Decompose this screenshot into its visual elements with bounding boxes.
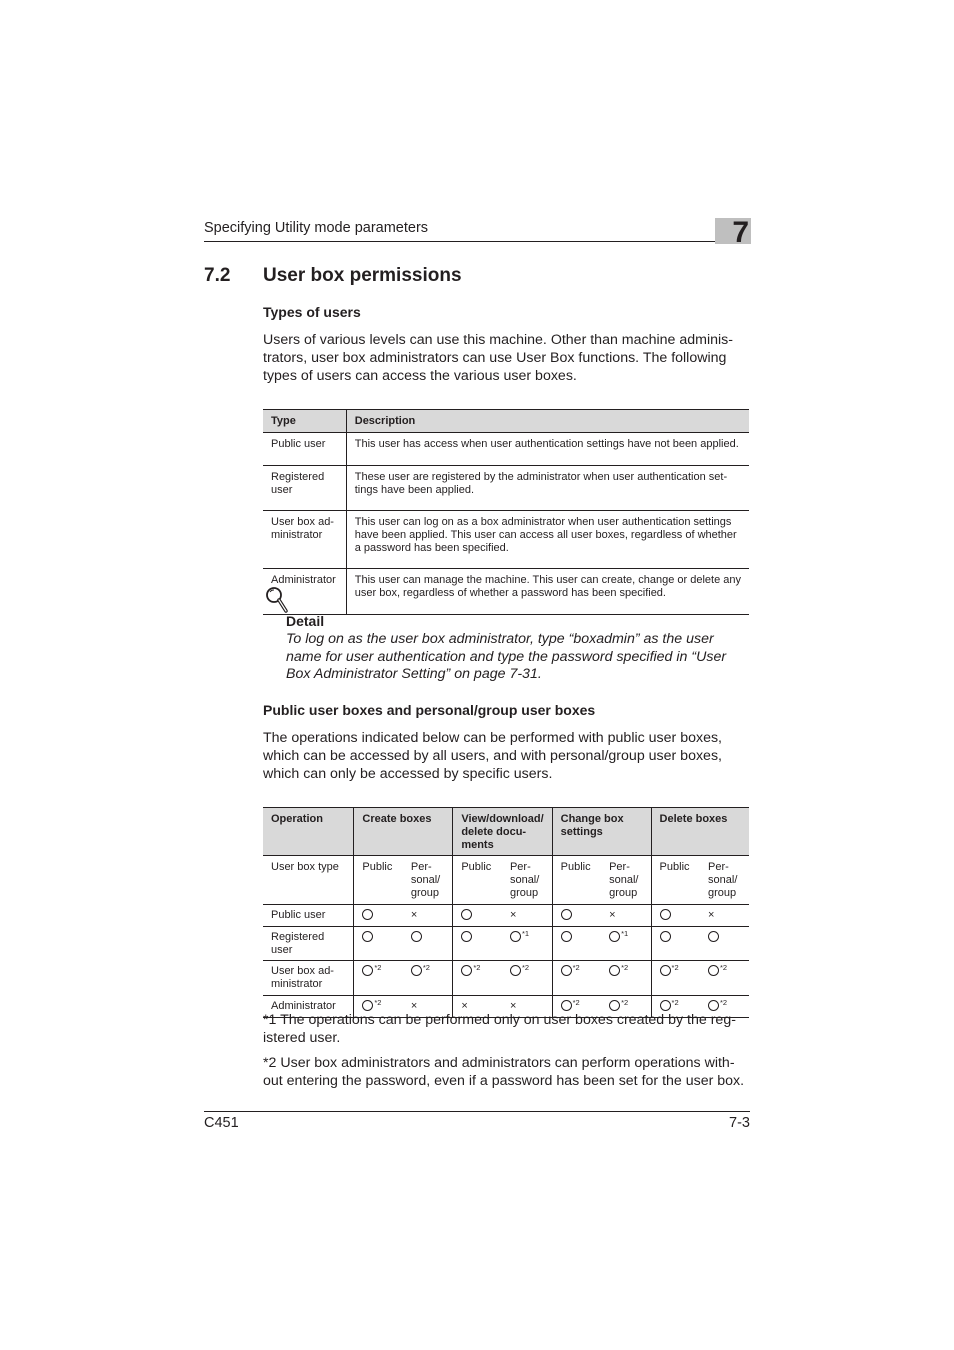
row-label: Public user bbox=[263, 905, 354, 927]
table-row bbox=[263, 961, 749, 996]
section-number: 7.2 bbox=[204, 265, 231, 286]
description-cell: These user are registered by the administrator when user authentication set- tings have been applied. bbox=[346, 466, 749, 511]
allowed-circle-icon bbox=[411, 931, 422, 942]
allowed-circle-icon bbox=[561, 909, 572, 920]
permission-cell bbox=[552, 905, 601, 927]
permission-cell bbox=[453, 961, 502, 996]
table-row bbox=[263, 856, 749, 905]
column-header-type: Type bbox=[263, 410, 346, 433]
row-label: User box type bbox=[263, 856, 354, 905]
footnote-ref: *2 bbox=[621, 998, 629, 1007]
types-intro-line: trators, user box administrators can use User Box functions. The following bbox=[263, 350, 727, 366]
footnote-ref: *2 bbox=[422, 963, 430, 972]
boxes-heading: Public user boxes and personal/group user boxes bbox=[263, 702, 596, 718]
permission-cell bbox=[354, 961, 403, 996]
types-intro-line: Users of various levels can use this machine. Other than machine adminis- bbox=[263, 332, 733, 348]
allowed-circle-icon bbox=[461, 909, 472, 920]
allowed-circle-icon bbox=[362, 931, 373, 942]
permission-cell bbox=[700, 927, 749, 961]
not-allowed-cross-icon: × bbox=[708, 909, 715, 921]
table-row bbox=[263, 433, 749, 466]
user-types-table bbox=[263, 409, 749, 615]
row-label: Administrator bbox=[263, 996, 354, 1018]
description-cell: This user can log on as a box administrator when user authentication settings have been applied. This user can access all user boxes, regardless of whether a password has been specified. bbox=[346, 511, 749, 569]
footnote-ref: *1 bbox=[521, 929, 530, 938]
footnote-ref: *2 bbox=[621, 963, 629, 972]
permissions-table bbox=[263, 807, 749, 1018]
not-allowed-cross-icon: × bbox=[509, 1000, 517, 1012]
footnote-ref: *2 bbox=[720, 998, 728, 1007]
types-heading: Types of users bbox=[263, 304, 361, 320]
permission-cell bbox=[651, 905, 700, 927]
table-row bbox=[263, 905, 749, 927]
footer-page-number: 7-3 bbox=[729, 1115, 750, 1131]
permission-cell bbox=[601, 927, 651, 961]
permission-cell bbox=[354, 905, 403, 927]
allowed-circle-icon bbox=[461, 931, 472, 942]
personal-label: Per- sonal/ group bbox=[403, 856, 453, 905]
column-header-operation: Operation bbox=[263, 808, 354, 856]
footer-model: C451 bbox=[204, 1115, 239, 1131]
allowed-circle-icon bbox=[660, 1000, 671, 1011]
permission-cell bbox=[552, 961, 601, 996]
permission-cell bbox=[502, 905, 552, 927]
boxes-intro bbox=[263, 729, 750, 783]
column-header-view: View/download/ delete docu- ments bbox=[453, 808, 552, 856]
permission-cell bbox=[403, 905, 453, 927]
type-cell: Registered user bbox=[263, 466, 346, 511]
footnote-ref: *2 bbox=[374, 998, 382, 1007]
table-row bbox=[263, 511, 749, 569]
boxes-intro-line: which can be accessed by all users, and with personal/group user boxes, bbox=[263, 748, 722, 764]
permission-cell bbox=[651, 961, 700, 996]
personal-label: Per- sonal/ group bbox=[502, 856, 552, 905]
allowed-circle-icon bbox=[660, 931, 671, 942]
allowed-circle-icon bbox=[708, 1000, 719, 1011]
allowed-circle-icon bbox=[362, 1000, 373, 1011]
footnote-ref: *1 bbox=[621, 929, 629, 938]
footnote-ref: *2 bbox=[572, 963, 580, 972]
running-header-title: Specifying Utility mode parameters bbox=[204, 220, 429, 236]
allowed-circle-icon bbox=[708, 965, 719, 976]
public-label: Public bbox=[552, 856, 601, 905]
allowed-circle-icon bbox=[609, 965, 620, 976]
allowed-circle-icon bbox=[510, 965, 521, 976]
footnote-2: *2 User box administrators and administrators can perform operations with- out entering the password, even if a password has been set for the user box. bbox=[263, 1055, 745, 1089]
row-label: User box ad- ministrator bbox=[263, 961, 354, 996]
public-label: Public bbox=[453, 856, 502, 905]
not-allowed-cross-icon: × bbox=[461, 1000, 468, 1012]
not-allowed-cross-icon: × bbox=[509, 909, 517, 921]
permission-cell bbox=[403, 961, 453, 996]
column-header-description: Description bbox=[346, 410, 749, 433]
description-cell: This user has access when user authentication settings have not been applied. bbox=[346, 433, 749, 466]
row-label: Registered user bbox=[263, 927, 354, 961]
footnote-ref: *2 bbox=[473, 963, 481, 972]
permission-cell bbox=[354, 927, 403, 961]
permission-cell bbox=[453, 927, 502, 961]
types-intro bbox=[263, 331, 750, 385]
table-header-row bbox=[263, 808, 749, 856]
allowed-circle-icon bbox=[411, 965, 422, 976]
allowed-circle-icon bbox=[609, 931, 620, 942]
allowed-circle-icon bbox=[561, 931, 572, 942]
permission-cell bbox=[700, 905, 749, 927]
footnote-ref: *2 bbox=[720, 963, 728, 972]
allowed-circle-icon bbox=[362, 909, 373, 920]
allowed-circle-icon bbox=[461, 965, 472, 976]
detail-text: To log on as the user box administrator, type “boxadmin” as the user name for user authentication and type the password specified in “User Box Administrator Setting” on page 7-31. bbox=[286, 631, 727, 682]
personal-label: Per- sonal/ group bbox=[700, 856, 749, 905]
permission-cell bbox=[453, 905, 502, 927]
permission-cell bbox=[651, 927, 700, 961]
not-allowed-cross-icon: × bbox=[410, 909, 418, 921]
permission-cell bbox=[403, 927, 453, 961]
allowed-circle-icon bbox=[660, 965, 671, 976]
allowed-circle-icon bbox=[660, 909, 671, 920]
section-title: User box permissions bbox=[263, 265, 462, 286]
header-rule bbox=[204, 241, 750, 242]
not-allowed-cross-icon: × bbox=[609, 909, 616, 921]
permission-cell bbox=[502, 927, 552, 961]
description-cell: This user can manage the machine. This user can create, change or delete any user box, regardless of whether a password has been specified. bbox=[346, 569, 749, 615]
allowed-circle-icon bbox=[510, 931, 521, 942]
footnote-ref: *2 bbox=[572, 998, 580, 1007]
footnote-1: *1 The operations can be performed only on user boxes created by the reg- istered user. bbox=[263, 1012, 736, 1046]
detail-heading: Detail bbox=[286, 613, 325, 629]
column-header-create: Create boxes bbox=[354, 808, 453, 856]
permission-cell bbox=[552, 927, 601, 961]
table-row bbox=[263, 466, 749, 511]
permission-cell bbox=[700, 961, 749, 996]
footnote-ref: *2 bbox=[671, 963, 679, 972]
boxes-intro-line: The operations indicated below can be performed with public user boxes, bbox=[263, 730, 722, 746]
permission-cell bbox=[601, 961, 651, 996]
personal-label: Per- sonal/ group bbox=[601, 856, 651, 905]
public-label: Public bbox=[354, 856, 403, 905]
column-header-delete: Delete boxes bbox=[651, 808, 749, 856]
table-row bbox=[263, 569, 749, 615]
allowed-circle-icon bbox=[561, 965, 572, 976]
magnifier-icon bbox=[265, 586, 289, 614]
allowed-circle-icon bbox=[362, 965, 373, 976]
permission-cell bbox=[502, 961, 552, 996]
footer-rule bbox=[204, 1111, 750, 1112]
type-cell: User box ad- ministrator bbox=[263, 511, 346, 569]
types-intro-line: types of users can access the various user boxes. bbox=[263, 368, 577, 384]
public-label: Public bbox=[651, 856, 700, 905]
boxes-intro-line: which can only be accessed by specific users. bbox=[263, 766, 553, 782]
allowed-circle-icon bbox=[708, 931, 719, 942]
table-row bbox=[263, 927, 749, 961]
type-cell: Public user bbox=[263, 433, 346, 466]
column-header-change: Change box settings bbox=[552, 808, 651, 856]
permission-cell bbox=[601, 905, 651, 927]
table-header-row bbox=[263, 410, 749, 433]
chapter-number-tab: 7 bbox=[715, 218, 751, 244]
footnote-ref: *2 bbox=[374, 963, 382, 972]
type-cell: Administrator bbox=[263, 569, 346, 615]
footnote-ref: *2 bbox=[521, 963, 530, 972]
allowed-circle-icon bbox=[561, 1000, 572, 1011]
not-allowed-cross-icon: × bbox=[410, 1000, 418, 1012]
allowed-circle-icon bbox=[609, 1000, 620, 1011]
footnote-ref: *2 bbox=[671, 998, 679, 1007]
